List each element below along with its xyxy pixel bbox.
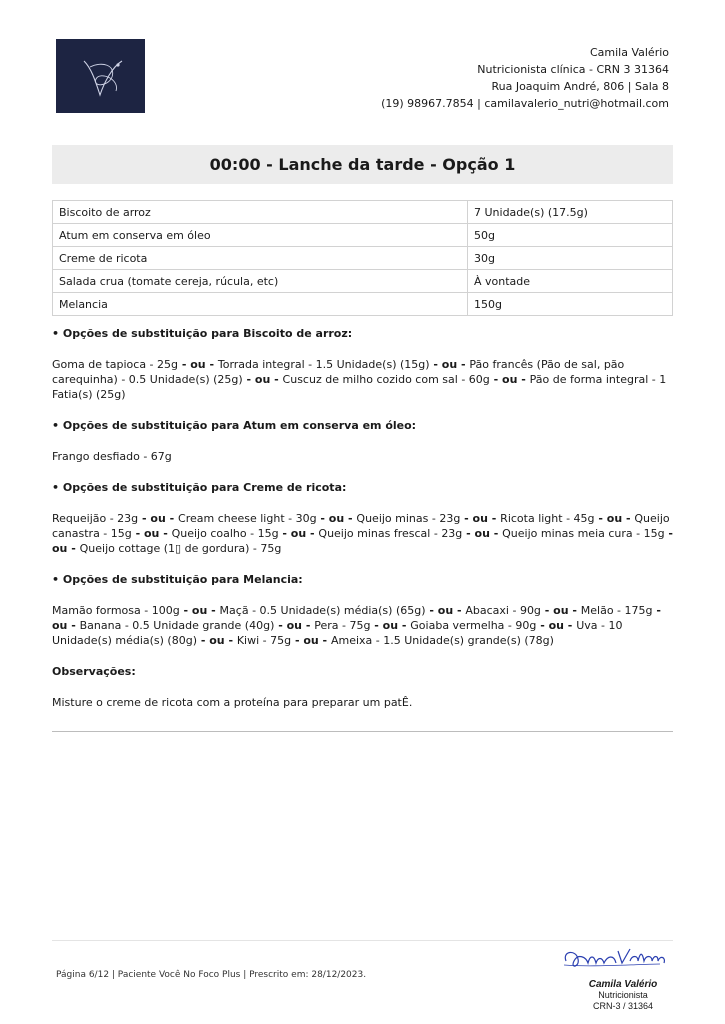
footer-divider xyxy=(52,940,673,941)
section-divider xyxy=(52,731,673,732)
substitution-option: Uva - 10 Unidade(s) média(s) (80g) xyxy=(52,619,623,647)
substitution-list xyxy=(52,357,673,402)
or-separator: - ou - xyxy=(52,527,673,555)
substitution-heading: • Opções de substituição para Creme de ricota: xyxy=(52,481,347,494)
substitution-option: Cream cheese light - 30g xyxy=(178,512,317,525)
or-separator: - ou - xyxy=(274,619,315,632)
logo-monogram-icon xyxy=(56,39,145,113)
or-separator: - ou - xyxy=(179,604,220,617)
substitution-option: Queijo minas frescal - 23g xyxy=(318,527,463,540)
food-quantity: 50g xyxy=(468,224,673,247)
or-separator: - ou - xyxy=(460,512,501,525)
signature-crn: CRN-3 / 31364 xyxy=(592,1001,654,1011)
food-row xyxy=(53,293,673,316)
food-name: Melancia xyxy=(53,293,468,316)
substitution-option: Cuscuz de milho cozido com sal - 60g xyxy=(282,373,490,386)
or-separator: - ou - xyxy=(489,373,530,386)
meal-title: 00:00 - Lanche da tarde - Opção 1 xyxy=(209,155,516,174)
observations-heading: Observações: xyxy=(52,665,136,678)
or-separator: - ou - xyxy=(594,512,635,525)
or-separator: - ou - xyxy=(540,604,581,617)
substitution-option: Queijo coalho - 15g xyxy=(171,527,279,540)
substitution-option: Mamão formosa - 100g xyxy=(52,604,180,617)
food-quantity: À vontade xyxy=(468,270,673,293)
food-quantity: 30g xyxy=(468,247,673,270)
or-separator: - ou - xyxy=(197,634,237,647)
or-separator: - ou - xyxy=(242,373,283,386)
substitution-heading: • Opções de substituição para Biscoito de arroz: xyxy=(52,327,353,340)
substitution-option: Ricota light - 45g xyxy=(500,512,595,525)
substitution-option: Frango desfiado - 67g xyxy=(52,450,172,463)
or-separator: - ou - xyxy=(370,619,411,632)
substitution-option: Melão - 175g xyxy=(580,604,653,617)
signature-stamp xyxy=(568,979,678,1012)
substitution-option: Abacaxi - 90g xyxy=(465,604,541,617)
substitution-option: Queijo canastra - 15g xyxy=(52,512,670,540)
or-separator: - ou - xyxy=(138,512,179,525)
food-row xyxy=(53,270,673,293)
substitution-option: Queijo minas - 23g xyxy=(356,512,461,525)
or-separator: - ou - xyxy=(462,527,503,540)
substitution-heading: • Opções de substituição para Atum em conserva em óleo: xyxy=(52,419,417,432)
page-footer: Página 6/12 | Paciente Você No Foco Plus | Prescrito em: 28/12/2023. xyxy=(56,970,367,980)
or-separator: - ou - xyxy=(316,512,357,525)
or-separator: - ou - xyxy=(178,358,218,371)
or-separator: - ou - xyxy=(429,358,470,371)
or-separator: - ou - xyxy=(425,604,466,617)
substitution-option: Ameixa - 1.5 Unidade(s) grande(s) (78g) xyxy=(330,634,554,647)
substitution-option: Goiaba vermelha - 90g xyxy=(410,619,537,632)
professional-info xyxy=(381,44,669,112)
substitution-option: Pão de forma integral - 1 Fatia(s) (25g) xyxy=(52,373,667,401)
or-separator: - ou - xyxy=(291,634,331,647)
substitution-option: Pão francês (Pão de sal, pão carequinha) - 0.5 Unidade(s) (25g) xyxy=(52,358,625,386)
observations-section xyxy=(52,664,673,710)
food-name: Atum em conserva em óleo xyxy=(53,224,468,247)
substitution-option: Banana - 0.5 Unidade grande (40g) xyxy=(79,619,275,632)
substitution-heading: • Opções de substituição para Melancia: xyxy=(52,573,303,586)
substitution-option: Pera - 75g xyxy=(314,619,371,632)
substitution-options xyxy=(52,326,673,664)
or-separator: - ou - xyxy=(52,604,661,632)
food-name: Salada crua (tomate cereja, rúcula, etc) xyxy=(53,270,468,293)
food-quantity: 150g xyxy=(468,293,673,316)
professional-name: Camila Valério xyxy=(589,46,669,59)
food-name: Creme de ricota xyxy=(53,247,468,270)
food-row xyxy=(53,201,673,224)
signature-title: Nutricionista xyxy=(598,990,648,1000)
substitution-list xyxy=(52,603,673,648)
food-name: Biscoito de arroz xyxy=(53,201,468,224)
food-row xyxy=(53,224,673,247)
substitution-list xyxy=(52,511,673,556)
substitution-option: Torrada integral - 1.5 Unidade(s) (15g) xyxy=(217,358,430,371)
or-separator: - ou - xyxy=(278,527,319,540)
professional-address: Rua Joaquim André, 806 | Sala 8 xyxy=(491,80,669,93)
meal-title-bar xyxy=(52,145,673,184)
observations-text: Misture o creme de ricota com a proteína para preparar um patÊ. xyxy=(52,696,413,709)
food-quantity: 7 Unidade(s) (17.5g) xyxy=(468,201,673,224)
substitution-option: Queijo minas meia cura - 15g xyxy=(502,527,665,540)
food-table xyxy=(52,200,673,316)
substitution-option: Queijo cottage (1▯ de gordura) - 75g xyxy=(79,542,282,555)
signature-name: Camila Valério xyxy=(588,979,658,990)
food-row xyxy=(53,247,673,270)
professional-contact: (19) 98967.7854 | camilavalerio_nutri@hotmail.com xyxy=(381,97,669,110)
substitution-option: Requeijão - 23g xyxy=(52,512,139,525)
substitution-list xyxy=(52,449,673,464)
substitution-option: Kiwi - 75g xyxy=(236,634,292,647)
or-separator: - ou - xyxy=(536,619,577,632)
or-separator: - ou - xyxy=(131,527,172,540)
cv-monogram-logo xyxy=(56,39,145,113)
substitution-option: Maçã - 0.5 Unidade(s) média(s) (65g) xyxy=(219,604,426,617)
professional-role: Nutricionista clínica - CRN 3 31364 xyxy=(477,63,669,76)
substitution-option: Goma de tapioca - 25g xyxy=(52,358,179,371)
